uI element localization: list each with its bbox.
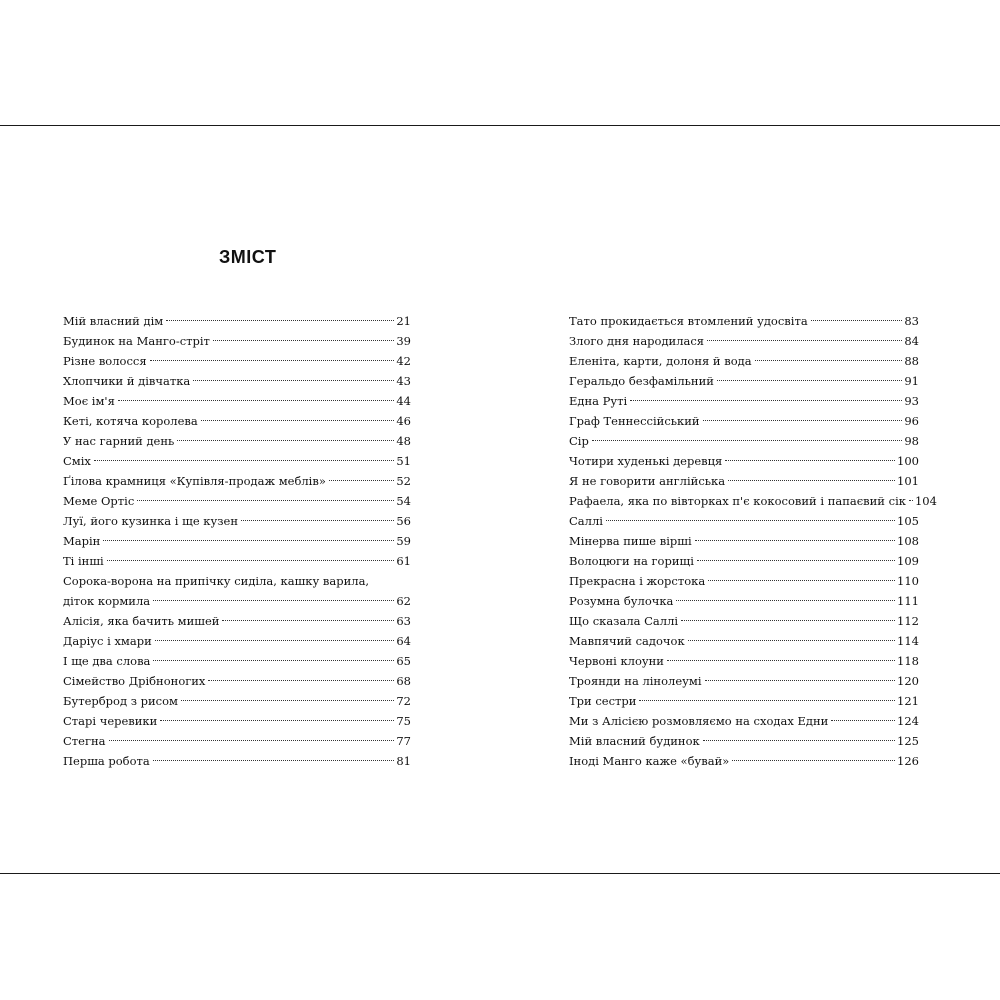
toc-entry-page: 43 — [396, 374, 411, 388]
toc-leader-dots — [592, 440, 903, 441]
toc-entry-page: 104 — [914, 494, 937, 508]
toc-entry-title: Тато прокидається втомлений удосвіта — [569, 314, 808, 328]
toc-entry-page: 126 — [897, 754, 919, 768]
toc-entry — [569, 511, 919, 531]
toc-entry — [569, 451, 919, 471]
toc-entry-page: 111 — [897, 594, 919, 608]
toc-leader-dots — [118, 400, 395, 401]
toc-entry — [569, 551, 919, 571]
toc-leader-dots — [676, 600, 895, 601]
toc-entry-page: 98 — [904, 434, 919, 448]
toc-entry-page: 39 — [396, 334, 411, 348]
toc-entry-page: 56 — [396, 514, 411, 528]
toc-leader-dots — [153, 600, 394, 601]
toc-entry — [63, 551, 411, 571]
toc-entry-page: 124 — [897, 714, 919, 728]
toc-entry-page: 100 — [897, 454, 919, 468]
toc-entry-title: Моє ім'я — [63, 394, 115, 408]
toc-entry — [569, 751, 919, 771]
toc-entry — [569, 731, 919, 751]
toc-entry-page: 91 — [904, 374, 919, 388]
toc-entry-page: 93 — [904, 394, 919, 408]
toc-entry — [569, 311, 919, 331]
toc-entry — [569, 571, 919, 591]
toc-entry-title: Будинок на Манго-стріт — [63, 334, 210, 348]
toc-leader-dots — [639, 700, 895, 701]
toc-leader-dots — [177, 440, 394, 441]
toc-entry-title: Ті інші — [63, 554, 104, 568]
toc-leader-dots — [688, 640, 895, 641]
toc-entry-page: 68 — [396, 674, 411, 688]
toc-entry-title: Мавпячий садочок — [569, 634, 685, 648]
toc-leader-dots — [193, 380, 394, 381]
toc-right-column — [569, 311, 937, 771]
toc-entry — [569, 591, 919, 611]
toc-entry-page: 72 — [396, 694, 411, 708]
toc-entry — [569, 711, 919, 731]
toc-entry — [63, 631, 411, 651]
toc-leader-dots — [630, 400, 902, 401]
toc-entry — [569, 371, 919, 391]
toc-entry — [63, 351, 411, 371]
toc-entry — [63, 711, 411, 731]
toc-entry — [63, 371, 411, 391]
toc-entry-page: 42 — [396, 354, 411, 368]
toc-leader-dots — [681, 620, 895, 621]
toc-leader-dots — [166, 320, 394, 321]
toc-leader-dots — [181, 700, 394, 701]
toc-entry-page: 64 — [396, 634, 411, 648]
toc-leader-dots — [705, 680, 896, 681]
toc-entry-page: 44 — [396, 394, 411, 408]
toc-leader-dots — [707, 340, 902, 341]
toc-entry-page: 108 — [897, 534, 919, 548]
toc-leader-dots — [329, 480, 394, 481]
toc-leader-dots — [811, 320, 903, 321]
toc-entry-title: Геральдо безфамільний — [569, 374, 714, 388]
toc-leader-dots — [222, 620, 394, 621]
toc-entry-title: Сімейство Дрібноногих — [63, 674, 206, 688]
toc-entry — [569, 651, 919, 671]
toc-entry-title: Стегна — [63, 734, 106, 748]
toc-entry-page: 52 — [396, 474, 411, 488]
toc-entry-title: Волоцюги на горищі — [569, 554, 694, 568]
toc-leader-dots — [725, 460, 895, 461]
toc-entry-title: Ґілова крамниця «Купівля-продаж меблів» — [63, 474, 326, 488]
toc-entry-page: 84 — [904, 334, 919, 348]
toc-entry-page: 118 — [897, 654, 919, 668]
toc-leader-dots — [728, 480, 895, 481]
toc-entry-page: 109 — [897, 554, 919, 568]
toc-entry-page: 61 — [396, 554, 411, 568]
toc-entry — [63, 411, 411, 431]
toc-entry-page: 65 — [396, 654, 411, 668]
toc-leader-dots — [717, 380, 902, 381]
toc-entry-page: 75 — [396, 714, 411, 728]
toc-entry-page: 21 — [396, 314, 411, 328]
toc-entry-title: Саллі — [569, 514, 603, 528]
toc-leader-dots — [241, 520, 394, 521]
toc-entry — [569, 411, 919, 431]
toc-leader-dots — [667, 660, 895, 661]
toc-entry-page: 88 — [904, 354, 919, 368]
toc-entry — [63, 491, 411, 511]
toc-entry — [569, 691, 919, 711]
toc-entry-title: Троянди на лінолеумі — [569, 674, 702, 688]
toc-entry — [569, 491, 937, 511]
toc-entry-page: 46 — [396, 414, 411, 428]
toc-entry — [63, 531, 411, 551]
toc-entry — [569, 471, 919, 491]
toc-entry — [569, 631, 919, 651]
toc-entry — [569, 531, 919, 551]
toc-entry-title: У нас гарний день — [63, 434, 175, 448]
toc-entry-page: 62 — [396, 594, 411, 608]
toc-entry-title: Що сказала Саллі — [569, 614, 679, 628]
toc-entry-title: Перша робота — [63, 754, 150, 768]
toc-leader-dots — [208, 680, 394, 681]
toc-entry-page: 81 — [396, 754, 411, 768]
toc-entry — [63, 671, 411, 691]
toc-entry-page: 120 — [897, 674, 919, 688]
toc-entry-title: Граф Теннессійський — [569, 414, 700, 428]
toc-leader-dots — [732, 760, 895, 761]
toc-leader-dots — [708, 580, 895, 581]
toc-leader-dots — [153, 660, 394, 661]
toc-entry-page: 101 — [897, 474, 919, 488]
toc-entry-page: 105 — [897, 514, 919, 528]
toc-leader-dots — [695, 540, 895, 541]
toc-entry-title: Мій власний дім — [63, 314, 164, 328]
toc-entry-title: Даріус і хмари — [63, 634, 152, 648]
toc-entry-page: 96 — [904, 414, 919, 428]
toc-entry-title: Розумна булочка — [569, 594, 674, 608]
toc-entry-title: Една Руті — [569, 394, 628, 408]
toc-entry-title: Червоні клоуни — [569, 654, 664, 668]
toc-entry-title: Сміх — [63, 454, 91, 468]
toc-entry — [63, 471, 411, 491]
toc-entry-page: 121 — [897, 694, 919, 708]
toc-entry-title: Чотири худенькі деревця — [569, 454, 723, 468]
toc-entry-page: 125 — [897, 734, 919, 748]
toc-leader-dots — [831, 720, 895, 721]
page-title: ЗМІСТ — [219, 247, 277, 267]
toc-leader-dots — [213, 340, 394, 341]
toc-entry-page: 54 — [396, 494, 411, 508]
toc-entry — [569, 671, 919, 691]
toc-leader-dots — [150, 360, 395, 361]
toc-entry-page: 51 — [396, 454, 411, 468]
toc-entry — [569, 351, 919, 371]
toc-leader-dots — [160, 720, 394, 721]
toc-entry-title: Прекрасна і жорстока — [569, 574, 706, 588]
toc-entry-title: діток кормила — [63, 594, 151, 608]
toc-entry-page: 77 — [396, 734, 411, 748]
toc-entry — [63, 511, 411, 531]
toc-entry — [63, 331, 411, 351]
toc-entry — [63, 391, 411, 411]
toc-leader-dots — [703, 420, 903, 421]
toc-entry-page: 110 — [897, 574, 919, 588]
toc-entry — [569, 611, 919, 631]
toc-leader-dots — [153, 760, 395, 761]
toc-entry-page: 112 — [897, 614, 919, 628]
toc-entry-title: Злого дня народилася — [569, 334, 705, 348]
toc-entry — [63, 591, 411, 611]
toc-leader-dots — [109, 740, 395, 741]
toc-leader-dots — [137, 500, 394, 501]
toc-leader-dots — [697, 560, 895, 561]
toc-leader-dots — [201, 420, 395, 421]
toc-entry-title: Різне волосся — [63, 354, 147, 368]
toc-entry-title: Іноді Манго каже «бувай» — [569, 754, 730, 768]
toc-entry-page: 83 — [904, 314, 919, 328]
toc-entry — [63, 651, 411, 671]
toc-leader-dots — [909, 500, 913, 501]
toc-entry-title-first-line: Сорока-ворона на припічку сиділа, кашку варила, — [63, 574, 370, 588]
toc-entry-title: Три сестри — [569, 694, 637, 708]
toc-entry — [63, 451, 411, 471]
toc-entry-title: Рафаела, яка по вівторках п'є кокосовий і папаєвий сік — [569, 494, 906, 508]
toc-entry — [63, 431, 411, 451]
toc-entry-title: Мій власний будинок — [569, 734, 700, 748]
toc-entry-page: 48 — [396, 434, 411, 448]
toc-entry — [569, 431, 919, 451]
toc-entry-title: Сір — [569, 434, 589, 448]
toc-entry — [63, 731, 411, 751]
toc-entry — [63, 311, 411, 331]
toc-entry — [63, 611, 411, 631]
toc-entry-title: Хлопчики й дівчатка — [63, 374, 191, 388]
toc-entry-title: Меме Ортіс — [63, 494, 135, 508]
toc-leader-dots — [703, 740, 895, 741]
toc-leader-dots — [94, 460, 394, 461]
toc-entry-title: Я не говорити англійська — [569, 474, 726, 488]
toc-leader-dots — [155, 640, 395, 641]
toc-leader-dots — [103, 540, 394, 541]
toc-entry — [569, 391, 919, 411]
toc-entry — [63, 691, 411, 711]
toc-leader-dots — [755, 360, 903, 361]
toc-entry-title: Марін — [63, 534, 101, 548]
toc-entry-title: Еленіта, карти, долоня й вода — [569, 354, 752, 368]
toc-entry-title: І ще два слова — [63, 654, 151, 668]
toc-entry-title: Кеті, котяча королева — [63, 414, 198, 428]
toc-entry-title: Мінерва пише вірші — [569, 534, 692, 548]
toc-entry-title: Старі черевики — [63, 714, 158, 728]
toc-entry-title: Луї, його кузинка і ще кузен — [63, 514, 238, 528]
toc-left-column — [63, 311, 411, 771]
toc-entry-title: Бутерброд з рисом — [63, 694, 178, 708]
toc-leader-dots — [107, 560, 395, 561]
toc-entry-title: Алісія, яка бачить мишей — [63, 614, 220, 628]
toc-entry — [63, 751, 411, 771]
toc-entry-page: 114 — [897, 634, 919, 648]
toc-entry-title: Ми з Алісією розмовляємо на сходах Едни — [569, 714, 829, 728]
toc-entry-page: 59 — [396, 534, 411, 548]
toc-entry — [569, 331, 919, 351]
toc-entry-page: 63 — [396, 614, 411, 628]
toc-leader-dots — [606, 520, 895, 521]
